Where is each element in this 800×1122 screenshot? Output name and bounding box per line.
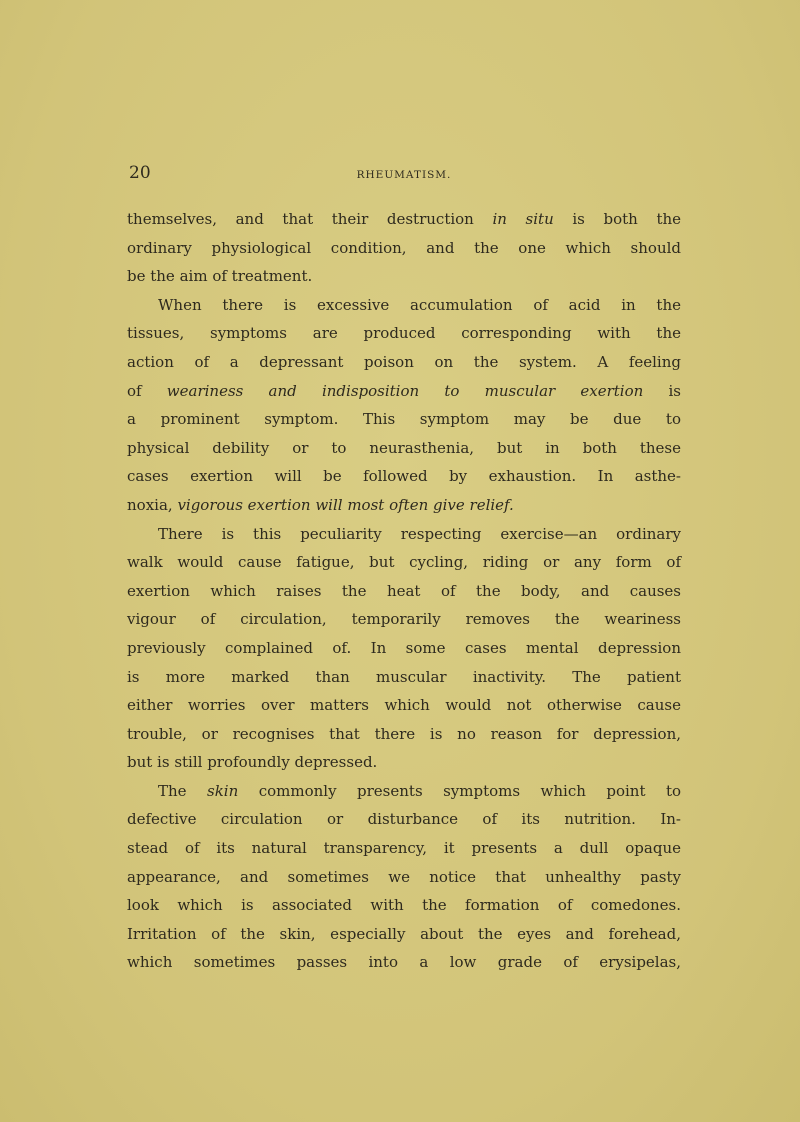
italic-text: in situ	[492, 210, 554, 228]
text-segment: walk would cause fatigue, but cycling, riding or any form of	[127, 553, 681, 572]
text-segment: but is still profoundly depressed.	[127, 753, 378, 772]
text-segment: action of a depressant poison on the system. A feeling	[127, 352, 681, 371]
text-line	[127, 805, 681, 834]
text-segment: defective circulation or disturbance of its nutrition. In-	[127, 810, 681, 829]
text-line	[127, 319, 681, 348]
text-segment: is more marked than muscular inactivity. The patient	[127, 667, 681, 686]
text-line	[127, 891, 681, 920]
text-line	[127, 491, 681, 520]
text-line	[127, 920, 681, 949]
text-segment: is	[643, 381, 681, 400]
text-line	[127, 291, 681, 320]
text-line	[127, 348, 681, 377]
text-segment: exertion which raises the heat of the body, and causes	[127, 581, 681, 600]
text-segment: previously complained of. In some cases mental depression	[127, 638, 681, 657]
italic-text: skin	[207, 781, 239, 800]
text-segment: When there is excessive accumulation of acid in the	[158, 295, 681, 314]
text-segment: trouble, or recognises that there is no reason for depression,	[127, 724, 681, 743]
text-line	[127, 234, 681, 263]
text-segment: physical debility or to neurasthenia, but in both these	[127, 438, 681, 457]
text-line	[127, 634, 681, 663]
text-line	[127, 577, 681, 606]
body-text	[127, 205, 681, 977]
text-line	[127, 434, 681, 463]
text-segment: ordinary physiological condition, and the one which should	[127, 238, 681, 257]
page-number: 20	[129, 163, 151, 183]
text-segment: which sometimes passes into a low grade of erysipelas,	[127, 953, 681, 972]
running-head: RHEUMATISM.	[356, 169, 452, 181]
text-line	[127, 863, 681, 892]
text-line	[127, 548, 681, 577]
text-segment: tissues, symptoms are produced corresponding with the	[127, 324, 681, 343]
text-segment: The	[158, 781, 208, 800]
text-segment: There is this peculiarity respecting exercise—an ordinary	[158, 524, 681, 543]
text-line	[127, 691, 681, 720]
text-line	[127, 834, 681, 863]
text-line	[127, 377, 681, 406]
text-segment: themselves, and that their destruction	[127, 210, 493, 228]
text-segment: commonly presents symptoms which point to	[238, 781, 682, 800]
text-segment: stead of its natural transparency, it presents a dull opaque	[127, 839, 681, 858]
text-line	[127, 205, 681, 234]
text-line	[127, 663, 681, 692]
italic-text: vigorous exertion will most often give relief.	[177, 495, 514, 514]
text-line	[127, 262, 681, 291]
text-segment: be the aim of treatment.	[127, 267, 313, 286]
text-segment: Irritation of the skin, especially about the eyes and forehead,	[127, 924, 681, 943]
text-segment: vigour of circulation, temporarily removes the weariness	[127, 610, 681, 629]
text-line	[127, 405, 681, 434]
text-line	[127, 605, 681, 634]
text-segment: of	[127, 381, 167, 400]
text-line	[127, 748, 681, 777]
text-segment: either worries over matters which would not otherwise cause	[127, 696, 681, 715]
text-line	[127, 462, 681, 491]
text-segment: look which is associated with the formation of comedones.	[127, 896, 681, 915]
text-segment: a prominent symptom. This symptom may be due to	[127, 410, 681, 429]
italic-text: weariness and indisposition to muscular exertion	[166, 381, 644, 400]
text-line	[127, 720, 681, 749]
text-segment: cases exertion will be followed by exhaustion. In asthe-	[127, 467, 681, 486]
text-line	[127, 948, 681, 977]
text-segment: is both the	[553, 210, 682, 228]
text-segment: appearance, and sometimes we notice that unhealthy pasty	[127, 867, 681, 886]
text-line	[127, 520, 681, 549]
text-segment: noxia,	[127, 495, 178, 514]
text-line	[127, 777, 681, 806]
